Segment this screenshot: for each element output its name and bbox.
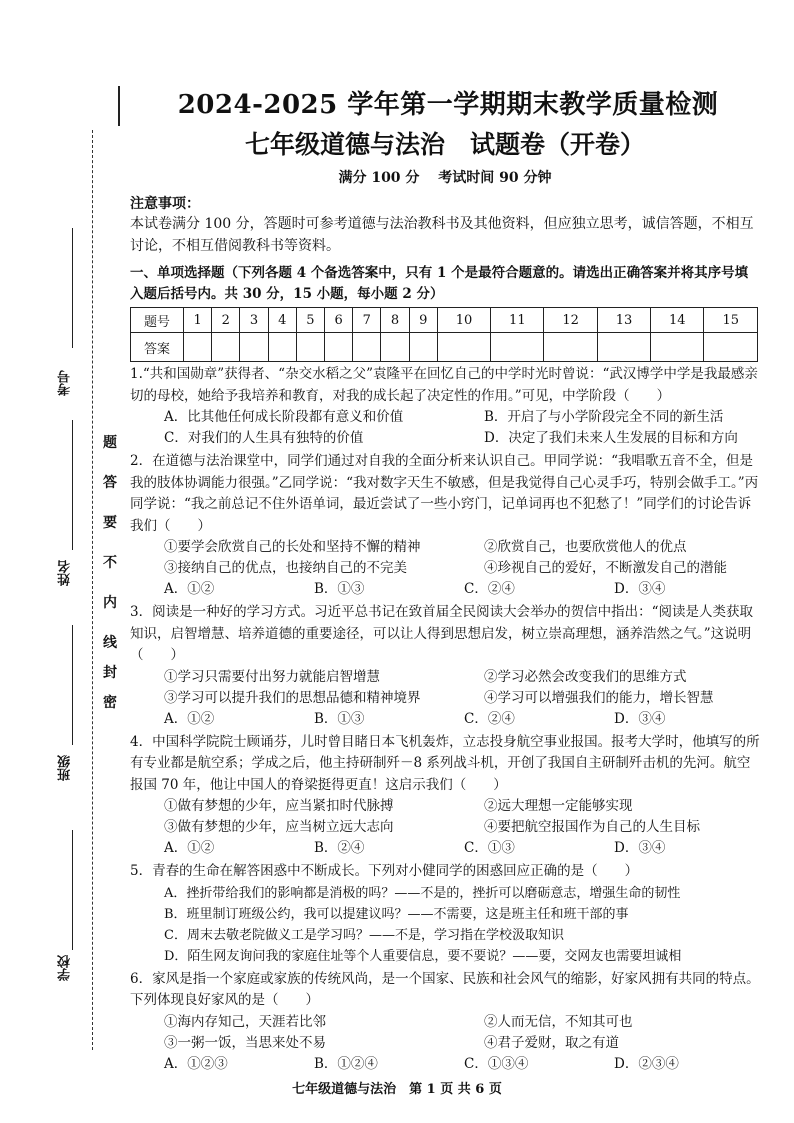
question-number: 10 — [437, 308, 490, 333]
answer-cell[interactable] — [184, 333, 212, 362]
option-c[interactable]: C．对我们的人生具有独特的价值 — [164, 430, 364, 446]
question-stem: 1.“共和国勋章”获得者、“杂交水稻之父”袁隆平在回忆自己的中学时光时曾说：“武汉博学中学是我最感亲切的母校，她给予我培养和教育，对我的成长起了决定性的作用。”可见，中学阶段（ ） — [130, 366, 758, 404]
question-5 — [130, 861, 760, 967]
question-2 — [130, 451, 760, 600]
statement: ④君子爱财，取之有道 — [484, 1034, 619, 1051]
statement: ②远大理想一定能够实现 — [484, 798, 633, 814]
notice-body: 本试卷满分 100 分，答题时可参考道德与法治教科书及其他资料，但应独立思考，诚信答题，不相互讨论，不相互借阅教科书等资料。 — [130, 216, 754, 254]
option-c[interactable]: C．①③ — [464, 840, 515, 856]
seal-char: 不 — [103, 555, 117, 571]
option-a[interactable]: A．①② — [164, 710, 215, 727]
option-a[interactable]: A．①② — [164, 581, 215, 597]
question-number: 6 — [325, 308, 353, 333]
question-number: 8 — [381, 308, 409, 333]
option-b[interactable]: B．班里制订班级公约，我可以提建议吗？——不需要，这是班主任和班干部的事 — [164, 906, 629, 922]
statement: ②欣赏自己，也要欣赏他人的优点 — [484, 539, 687, 555]
statement: ④学习可以增强我们的能力，增长智慧 — [484, 689, 714, 706]
seal-char: 密 — [103, 695, 117, 711]
question-stem: 6．家风是指一个家庭或家族的传统风尚，是一个国家、民族和社会风气的缩影，好家风拥有共同的特点。下列体现良好家风的是（ ） — [130, 970, 760, 1008]
exam-info: 满分 100 分 考试时间 90 分钟 — [338, 170, 552, 186]
statement: ①海内存知己，天涯若比邻 — [164, 1013, 326, 1030]
question-stem: 3．阅读是一种好的学习方式。习近平总书记在致首届全民阅读大会举办的贺信中指出：“阅读是人类获取知识，启智增慧、培养道德的重要途径，可以让人得到思想启发，树立崇高理想，涵养浩然之气。”这说明（ ） — [130, 604, 753, 663]
binding-strip — [0, 0, 120, 1123]
question-number: 3 — [240, 308, 268, 333]
exam-subtitle: 七年级道德与法治 试题卷（开卷） — [244, 130, 645, 159]
option-d[interactable]: D．陌生网友询问我的家庭住址等个人重要信息，要不要说？——要，交网友也需要坦诚相 — [164, 948, 682, 964]
option-d[interactable]: D．③④ — [614, 710, 666, 727]
answer-cell[interactable] — [296, 333, 324, 362]
answer-cell[interactable] — [409, 333, 437, 362]
option-d[interactable]: D．②③④ — [614, 1055, 679, 1072]
statement: ③做有梦想的少年，应当树立远大志向 — [164, 819, 394, 835]
question-number: 9 — [409, 308, 437, 333]
statement: ①学习只需要付出努力就能启智增慧 — [164, 668, 380, 685]
name-field[interactable] — [72, 420, 73, 550]
exam-title: 2024-2025 学年第一学期期末教学质量检测 — [177, 90, 719, 120]
question-stem: 4．中国科学院院士顾诵芬，儿时曾目睹日本飞机轰炸，立志投身航空事业报国。报考大学时，他填写的所有专业都是航空系；学成之后，他主持研制歼－8 系列战斗机，开创了我国自主研制歼击机的先河。航空报国 70 年，他让中国人的脊梁挺得更直！这启示我们（ ） — [130, 733, 760, 793]
class-field[interactable] — [72, 625, 73, 745]
margin-rule — [118, 86, 120, 126]
option-b[interactable]: B．②④ — [314, 840, 365, 856]
table-row-label: 题号 — [131, 308, 184, 333]
name-label: 姓名 — [58, 560, 73, 586]
question-3 — [130, 602, 760, 730]
answer-cell[interactable] — [544, 333, 597, 362]
option-a[interactable]: A．①② — [164, 840, 215, 856]
option-d[interactable]: D．决定了我们未来人生发展的目标和方向 — [484, 430, 738, 446]
option-c[interactable]: C．①③④ — [464, 1055, 529, 1072]
school-label: 学校 — [58, 955, 73, 981]
question-stem: 2．在道德与法治课堂中，同学们通过对自我的全面分析来认识自己。甲同学说：“我唱歌五音不全，但是我的肢体协调能力很强。”乙同学说：“我对数字天生不敏感，但是我觉得自己心灵手巧，特别会做手工。”丙同学说：“我之前总记不住外语单词，最近尝试了一些小窍门，记单词再也不犯愁了！”同学们的讨论告诉我们（ ） — [130, 453, 759, 534]
answer-cell[interactable] — [437, 333, 490, 362]
answer-cell[interactable] — [212, 333, 240, 362]
option-c[interactable]: C．②④ — [464, 581, 515, 597]
option-b[interactable]: B．①③ — [314, 581, 365, 597]
question-number: 2 — [212, 308, 240, 333]
option-a[interactable]: A．①②③ — [164, 1055, 228, 1072]
table-row-label: 答案 — [131, 333, 184, 362]
question-number: 14 — [651, 308, 704, 333]
statement: ③一粥一饭，当思来处不易 — [164, 1034, 326, 1051]
statement: ①要学会欣赏自己的长处和坚持不懈的精神 — [164, 539, 421, 555]
seal-char: 题 — [103, 435, 117, 451]
answer-table — [130, 307, 758, 362]
statement: ②学习必然会改变我们的思维方式 — [484, 668, 687, 685]
question-6 — [130, 969, 760, 1075]
option-d[interactable]: D．③④ — [614, 840, 666, 856]
answer-cell[interactable] — [491, 333, 544, 362]
question-number: 12 — [544, 308, 597, 333]
option-b[interactable]: B．①②④ — [314, 1055, 378, 1072]
question-4 — [130, 732, 760, 860]
class-label: 班级 — [58, 755, 73, 781]
question-number: 4 — [268, 308, 296, 333]
seal-char: 答 — [103, 475, 117, 491]
statement: ④要把航空报国作为自己的人生目标 — [484, 819, 700, 835]
exam-number-label: 考号 — [58, 370, 73, 396]
answer-cell[interactable] — [240, 333, 268, 362]
question-1 — [130, 364, 760, 449]
option-b[interactable]: B．开启了与小学阶段完全不同的新生活 — [484, 409, 724, 425]
answer-cell[interactable] — [268, 333, 296, 362]
option-c[interactable]: C．周末去敬老院做义工是学习吗？——不是，学习指在学校汲取知识 — [164, 927, 564, 943]
seal-char: 内 — [103, 595, 117, 611]
option-a[interactable]: A．挫折带给我们的影响都是消极的吗？——不是的，挫折可以磨砺意志，增强生命的韧性 — [164, 885, 681, 901]
statement: ②人而无信，不知其可也 — [484, 1013, 633, 1030]
statement: ①做有梦想的少年，应当紧扣时代脉搏 — [164, 798, 394, 814]
answer-table-answer-row — [131, 333, 758, 362]
question-number: 13 — [597, 308, 650, 333]
option-a[interactable]: A．比其他任何成长阶段都有意义和价值 — [164, 409, 404, 425]
answer-cell[interactable] — [325, 333, 353, 362]
question-number: 5 — [296, 308, 324, 333]
exam-number-field[interactable] — [72, 228, 73, 348]
statement: ③接纳自己的优点，也接纳自己的不完美 — [164, 560, 407, 576]
section-heading: 一、单项选择题（下列各题 4 个备选答案中，只有 1 个是最符合题意的。请选出正确答案并将其序号填入题后括号内。共 30 分，15 小题，每小题 2 分） — [130, 265, 749, 302]
question-number: 7 — [353, 308, 381, 333]
answer-cell[interactable] — [651, 333, 704, 362]
seal-char: 封 — [103, 665, 117, 681]
exam-page — [130, 84, 760, 1075]
question-number: 1 — [184, 308, 212, 333]
answer-cell[interactable] — [353, 333, 381, 362]
seal-dashed-line — [92, 130, 93, 1050]
notice-heading: 注意事项： — [130, 196, 200, 212]
question-number: 15 — [704, 308, 758, 333]
page-footer: 七年级道德与法治 第 1 页 共 6 页 — [292, 1082, 502, 1097]
answer-cell[interactable] — [381, 333, 409, 362]
seal-char: 线 — [103, 635, 117, 651]
question-number: 11 — [491, 308, 544, 333]
statement: ④珍视自己的爱好，不断激发自己的潜能 — [484, 560, 727, 576]
school-field[interactable] — [72, 830, 73, 950]
question-stem: 5．青春的生命在解答困惑中不断成长。下列对小健同学的困惑回应正确的是（ ） — [130, 863, 639, 879]
seal-char: 要 — [103, 515, 117, 531]
option-d[interactable]: D．③④ — [614, 581, 666, 597]
answer-cell[interactable] — [704, 333, 758, 362]
statement: ③学习可以提升我们的思想品德和精神境界 — [164, 689, 421, 706]
option-c[interactable]: C．②④ — [464, 710, 515, 727]
option-b[interactable]: B．①③ — [314, 710, 365, 727]
answer-table-number-row — [131, 308, 758, 333]
answer-cell[interactable] — [597, 333, 650, 362]
